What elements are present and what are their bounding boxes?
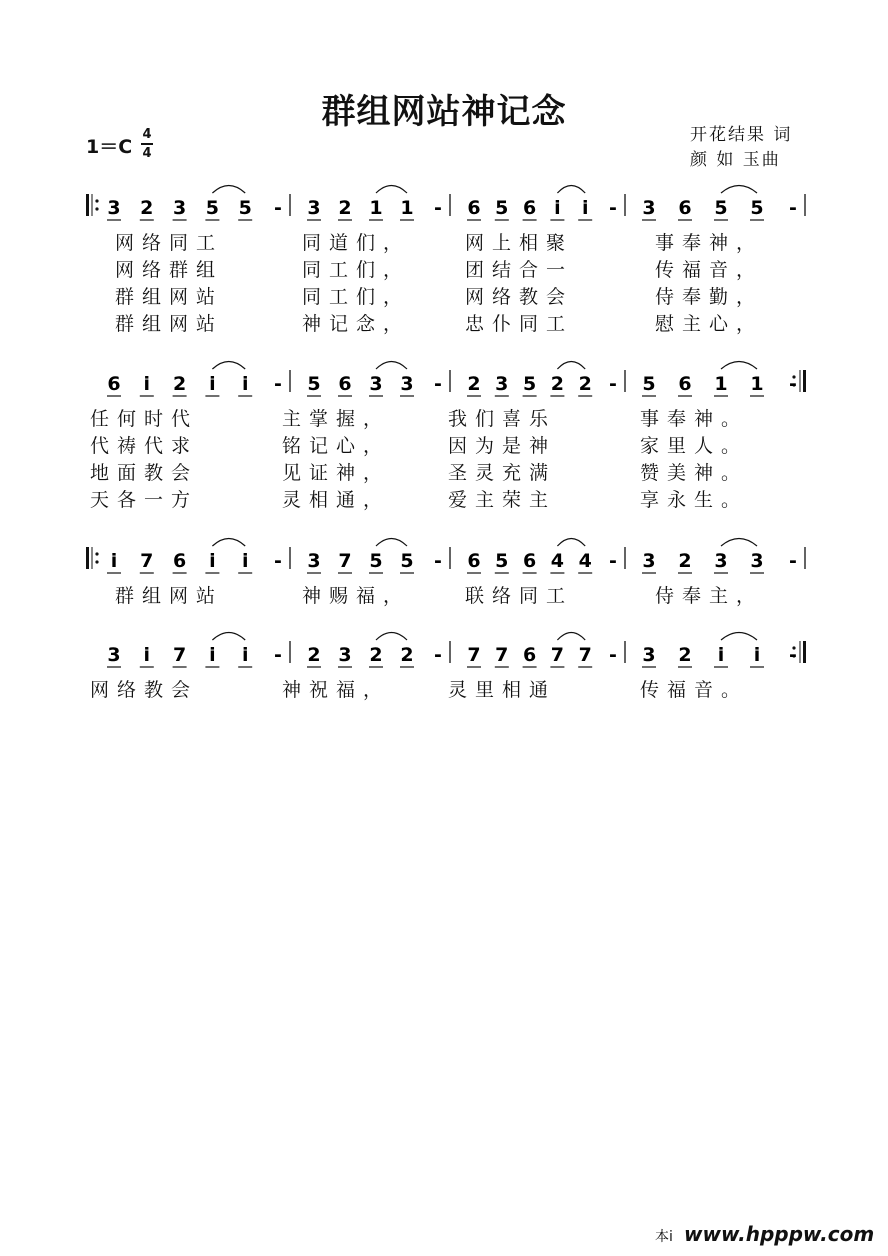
note: i (581, 197, 589, 219)
dash-note: - (789, 373, 797, 395)
lyric-phrase: 主掌握， (282, 408, 391, 430)
lyric-phrase: 网络同工 (115, 232, 224, 254)
tie-slur (557, 362, 585, 370)
tie-slur (212, 539, 245, 547)
lyric-phrase: 享永生。 (640, 489, 749, 511)
lyric-phrase: 联络同工 (465, 585, 574, 607)
dash-note: - (434, 373, 442, 395)
repeat-end-thick (803, 370, 806, 392)
composer-credit: 颜 如 玉曲 (690, 150, 781, 170)
note: i (554, 197, 561, 219)
note: 5 (495, 550, 509, 572)
dash-note: - (274, 550, 282, 572)
tie-slur (557, 186, 585, 194)
note: 2 (140, 197, 154, 219)
lyric-phrase: 神赐福， (302, 585, 411, 607)
note: 5 (400, 550, 414, 572)
repeat-start-thick (86, 194, 89, 216)
note: i (241, 373, 249, 395)
note: 2 (467, 373, 481, 395)
note: 3 (369, 373, 383, 395)
note: 7 (338, 550, 352, 572)
note: i (717, 644, 725, 666)
note: 3 (107, 644, 121, 666)
note: 6 (522, 644, 537, 666)
time-signature-top: 4 (142, 127, 152, 142)
tie-slur (212, 633, 245, 641)
repeat-dot (95, 207, 98, 210)
note: 3 (400, 373, 414, 395)
note: 2 (338, 197, 352, 219)
note: 7 (140, 550, 154, 572)
note: 7 (467, 644, 481, 666)
lyric-phrase: 侍奉勤， (655, 286, 764, 308)
note: 5 (522, 373, 537, 395)
lyric-phrase: 群组网站 (115, 313, 224, 335)
lyric-phrase: 爱主荣主 (448, 489, 557, 511)
repeat-dot (95, 560, 98, 563)
watermark-url: www.hpppw.com (684, 1222, 875, 1246)
key-signature: 1＝C (86, 136, 133, 158)
song-title: 群组网站神记念 (321, 92, 567, 132)
note: 7 (578, 644, 592, 666)
lyric-phrase: 地面教会 (90, 462, 199, 484)
lyric-phrase: 同工们， (302, 286, 411, 308)
lyric-phrase: 灵相通， (282, 489, 391, 511)
dash-note: - (789, 644, 797, 666)
note: 2 (578, 373, 592, 395)
lyric-phrase: 任何时代 (90, 408, 199, 430)
lyric-phrase: 同工们， (302, 259, 411, 281)
note: 3 (642, 550, 656, 572)
note: 3 (642, 197, 656, 219)
note: 7 (550, 644, 565, 666)
note: 2 (678, 644, 692, 666)
note: i (143, 373, 151, 395)
lyric-phrase: 群组网站 (115, 585, 224, 607)
lyric-phrase: 圣灵充满 (448, 462, 557, 484)
note: 5 (750, 197, 764, 219)
note: 1 (400, 197, 414, 219)
lyricist-credit: 开花结果 词 (690, 125, 793, 145)
note: 2 (307, 644, 321, 666)
lyric-phrase: 网络教会 (465, 286, 574, 308)
repeat-start-thick (86, 547, 89, 569)
lyric-phrase: 同道们， (302, 232, 411, 254)
note: 1 (369, 197, 383, 219)
note: 5 (238, 197, 252, 219)
dash-note: - (609, 550, 617, 572)
note: 3 (307, 550, 321, 572)
note: 4 (578, 550, 592, 572)
dash-note: - (274, 197, 282, 219)
dash-note: - (789, 550, 797, 572)
lyric-phrase: 事奉神， (655, 232, 764, 254)
lyric-phrase: 天各一方 (90, 489, 199, 511)
lyric-phrase: 神记念， (302, 313, 411, 335)
note: 6 (522, 197, 537, 219)
note: 3 (307, 197, 321, 219)
tie-slur (376, 186, 407, 194)
lyric-phrase: 网络群组 (115, 259, 224, 281)
note: i (143, 644, 151, 666)
dash-note: - (274, 373, 282, 395)
tie-slur (376, 539, 407, 547)
note: 2 (172, 373, 187, 395)
repeat-dot (95, 199, 98, 202)
repeat-end-thick (803, 641, 806, 663)
lyric-phrase: 事奉神。 (640, 408, 749, 430)
note: 5 (642, 373, 656, 395)
note: 3 (338, 644, 352, 666)
lyric-phrase: 代祷代求 (90, 435, 199, 457)
tie-slur (721, 633, 757, 641)
tie-slur (721, 362, 757, 370)
note: 2 (400, 644, 414, 666)
note: 7 (172, 644, 187, 666)
dash-note: - (434, 550, 442, 572)
dash-note: - (274, 644, 282, 666)
lyric-phrase: 慰主心， (655, 313, 764, 335)
note: 3 (172, 197, 187, 219)
note: i (241, 550, 249, 572)
tie-slur (212, 362, 245, 370)
note: 6 (678, 373, 692, 395)
lyric-phrase: 群组网站 (115, 286, 224, 308)
tie-slur (557, 633, 585, 641)
lyric-phrase: 因为是神 (448, 435, 557, 457)
note: 5 (205, 197, 220, 219)
dash-note: - (609, 644, 617, 666)
tie-slur (376, 633, 407, 641)
lyric-phrase: 忠仆同工 (465, 313, 574, 335)
dash-note: - (434, 644, 442, 666)
note: i (110, 550, 118, 572)
note: 4 (550, 550, 565, 572)
note: 5 (495, 197, 509, 219)
note: 2 (678, 550, 692, 572)
note: 6 (678, 197, 692, 219)
note: 5 (714, 197, 728, 219)
note: 1 (750, 373, 764, 395)
lyric-phrase: 赞美神。 (640, 462, 749, 484)
tie-slur (376, 362, 407, 370)
note: 2 (550, 373, 565, 395)
lyric-phrase: 传福音。 (640, 679, 749, 701)
tie-slur (721, 186, 757, 194)
time-signature-bottom: 4 (142, 146, 152, 161)
note: 6 (338, 373, 352, 395)
repeat-dot (95, 552, 98, 555)
note: 1 (714, 373, 728, 395)
lyric-phrase: 团结合一 (465, 259, 574, 281)
lyric-phrase: 网上相聚 (465, 232, 574, 254)
note: i (209, 550, 216, 572)
dash-note: - (434, 197, 442, 219)
note: 3 (495, 373, 509, 395)
note: 3 (750, 550, 764, 572)
lyric-phrase: 传福音， (655, 259, 764, 281)
note: 3 (642, 644, 656, 666)
note: 5 (307, 373, 321, 395)
tie-slur (212, 186, 245, 194)
dash-note: - (789, 197, 797, 219)
note: 3 (107, 197, 121, 219)
note: 6 (467, 550, 481, 572)
note: i (209, 373, 216, 395)
lyric-phrase: 我们喜乐 (448, 408, 557, 430)
watermark-prefix: 本i (655, 1229, 673, 1245)
note: 3 (714, 550, 728, 572)
note: 6 (172, 550, 187, 572)
tie-slur (721, 539, 757, 547)
note: 6 (107, 373, 121, 395)
note: 7 (495, 644, 509, 666)
lyric-phrase: 神祝福， (282, 679, 391, 701)
lyric-phrase: 侍奉主， (655, 585, 764, 607)
note: i (241, 644, 249, 666)
tie-slur (557, 539, 585, 547)
lyric-phrase: 灵里相通 (448, 679, 557, 701)
note: 6 (522, 550, 537, 572)
note: 5 (369, 550, 383, 572)
dash-note: - (609, 197, 617, 219)
note: i (209, 644, 216, 666)
dash-note: - (609, 373, 617, 395)
lyric-phrase: 见证神， (282, 462, 391, 484)
note: 6 (467, 197, 481, 219)
note: i (753, 644, 761, 666)
lyric-phrase: 铭记心， (282, 435, 391, 457)
lyric-phrase: 网络教会 (90, 679, 199, 701)
lyric-phrase: 家里人。 (640, 435, 749, 457)
note: 2 (369, 644, 383, 666)
